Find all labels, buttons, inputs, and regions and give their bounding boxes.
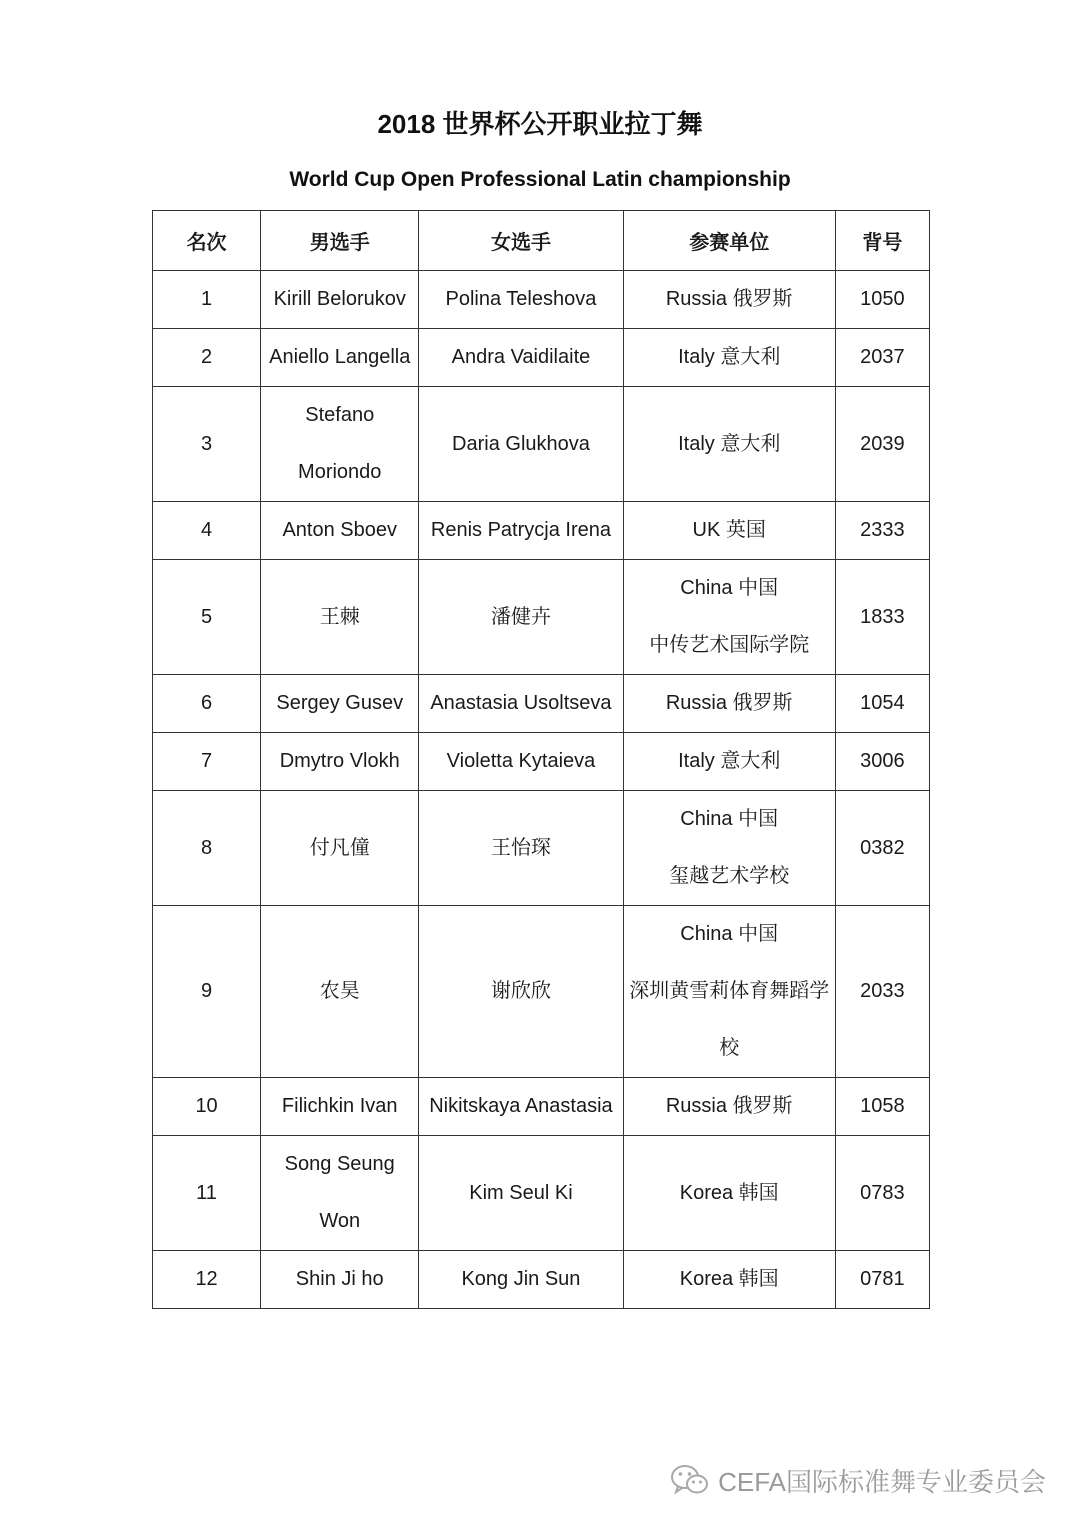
male-dancer-cell <box>261 1251 419 1309</box>
header-male: 男选手 <box>261 211 419 271</box>
female-dancer-cell <box>419 791 623 906</box>
female-dancer-cell <box>419 1251 623 1309</box>
male-dancer-cell <box>261 791 419 906</box>
number-cell: 0781 <box>835 1251 929 1309</box>
unit-line: 深圳黄雪莉体育舞蹈学 <box>629 980 830 1002</box>
table-row <box>153 906 930 1078</box>
page-title: 2018 世界杯公开职业拉丁舞 <box>377 109 703 139</box>
unit-cell <box>623 675 835 733</box>
footer-watermark <box>670 1460 1046 1500</box>
table-row <box>153 675 930 733</box>
female-dancer-line: Daria Glukhova <box>452 432 590 455</box>
female-dancer-line: Kim Seul Ki <box>469 1181 573 1204</box>
male-dancer-cell <box>261 1136 419 1251</box>
unit-line: Russia 俄罗斯 <box>665 692 793 714</box>
rank-cell: 10 <box>153 1078 261 1136</box>
unit-line: China 中国 <box>680 808 779 830</box>
unit-line: 玺越艺术学校 <box>669 865 790 887</box>
table-header-row <box>153 211 930 271</box>
rank-cell: 6 <box>153 675 261 733</box>
footer-text: CEFA国际标准舞专业委员会 <box>718 1466 1046 1497</box>
female-dancer-line: Andra Vaidilaite <box>451 346 591 368</box>
unit-line: China 中国 <box>680 577 779 599</box>
number-cell: 2033 <box>835 906 929 1078</box>
male-dancer-line: Sergey Gusev <box>276 692 404 714</box>
results-table <box>152 210 930 1309</box>
unit-line: Korea 韩国 <box>679 1181 779 1204</box>
unit-line: Italy 意大利 <box>678 346 781 368</box>
female-dancer-cell <box>419 387 623 502</box>
male-dancer-line: Shin Ji ho <box>295 1268 384 1290</box>
male-dancer-line: 付凡僮 <box>309 836 370 859</box>
female-dancer-line: Nikitskaya Anastasia <box>429 1095 613 1117</box>
unit-line: 中传艺术国际学院 <box>649 634 810 656</box>
male-dancer-line: Stefano <box>305 404 375 426</box>
table-row <box>153 1078 930 1136</box>
female-dancer-line: Polina Teleshova <box>445 288 597 310</box>
unit-cell <box>623 1078 835 1136</box>
female-dancer-line: 潘健卉 <box>490 605 551 628</box>
male-dancer-cell <box>261 906 419 1078</box>
unit-cell <box>623 1251 835 1309</box>
header-rank: 名次 <box>153 211 261 271</box>
table-row <box>153 733 930 791</box>
number-cell: 1833 <box>835 560 929 675</box>
female-dancer-line: Renis Patrycja Irena <box>430 519 611 541</box>
male-dancer-cell <box>261 733 419 791</box>
male-dancer-cell <box>261 675 419 733</box>
number-cell: 0382 <box>835 791 929 906</box>
table-body <box>153 271 930 1309</box>
rank-cell: 3 <box>153 387 261 502</box>
table-row <box>153 387 930 502</box>
male-dancer-line: 农昊 <box>319 980 360 1002</box>
header-number: 背号 <box>835 211 929 271</box>
male-dancer-line: Dmytro Vlokh <box>279 750 400 772</box>
female-dancer-line: 谢欣欣 <box>490 980 551 1002</box>
male-dancer-line: Kirill Belorukov <box>273 288 406 310</box>
unit-cell <box>623 1136 835 1251</box>
female-dancer-line: 王怡琛 <box>490 836 551 859</box>
unit-cell <box>623 733 835 791</box>
rank-cell: 7 <box>153 733 261 791</box>
female-dancer-cell <box>419 906 623 1078</box>
female-dancer-cell <box>419 1136 623 1251</box>
number-cell: 2333 <box>835 502 929 560</box>
unit-line: Russia 俄罗斯 <box>665 288 793 310</box>
female-dancer-cell <box>419 1078 623 1136</box>
female-dancer-cell <box>419 733 623 791</box>
female-dancer-cell <box>419 271 623 329</box>
unit-cell <box>623 791 835 906</box>
male-dancer-cell <box>261 560 419 675</box>
rank-cell: 1 <box>153 271 261 329</box>
table-row <box>153 1136 930 1251</box>
male-dancer-line: Won <box>319 1210 361 1232</box>
female-dancer-cell <box>419 502 623 560</box>
number-cell: 0783 <box>835 1136 929 1251</box>
table-row <box>153 791 930 906</box>
unit-line: 校 <box>719 1037 740 1059</box>
table-row <box>153 329 930 387</box>
rank-cell: 4 <box>153 502 261 560</box>
male-dancer-cell <box>261 329 419 387</box>
header-unit: 参赛单位 <box>623 211 835 271</box>
male-dancer-line: 王棘 <box>319 605 360 628</box>
male-dancer-line: Moriondo <box>298 461 382 483</box>
unit-line: China 中国 <box>680 923 779 945</box>
unit-line: Korea 韩国 <box>679 1268 779 1290</box>
table-row <box>153 502 930 560</box>
number-cell: 1054 <box>835 675 929 733</box>
unit-line: Italy 意大利 <box>678 432 781 455</box>
female-dancer-line: Anastasia Usoltseva <box>430 692 612 714</box>
header-female: 女选手 <box>419 211 623 271</box>
rank-cell: 8 <box>153 791 261 906</box>
number-cell: 2037 <box>835 329 929 387</box>
table-row <box>153 271 930 329</box>
male-dancer-cell <box>261 1078 419 1136</box>
male-dancer-cell <box>261 387 419 502</box>
female-dancer-cell <box>419 329 623 387</box>
rank-cell: 2 <box>153 329 261 387</box>
female-dancer-line: Kong Jin Sun <box>461 1268 581 1290</box>
table-row <box>153 1251 930 1309</box>
unit-line: UK 英国 <box>692 519 766 541</box>
number-cell: 3006 <box>835 733 929 791</box>
male-dancer-line: Anton Sboev <box>282 519 397 541</box>
unit-cell <box>623 329 835 387</box>
male-dancer-cell <box>261 502 419 560</box>
female-dancer-cell <box>419 675 623 733</box>
unit-cell <box>623 271 835 329</box>
male-dancer-line: Aniello Langella <box>269 346 411 368</box>
female-dancer-line: Violetta Kytaieva <box>446 750 596 772</box>
page-subtitle: World Cup Open Professional Latin championship <box>289 168 791 191</box>
number-cell: 1050 <box>835 271 929 329</box>
unit-cell <box>623 560 835 675</box>
number-cell: 1058 <box>835 1078 929 1136</box>
unit-cell <box>623 502 835 560</box>
rank-cell: 12 <box>153 1251 261 1309</box>
male-dancer-line: Song Seung <box>284 1153 395 1175</box>
rank-cell: 5 <box>153 560 261 675</box>
unit-line: Russia 俄罗斯 <box>665 1095 793 1117</box>
male-dancer-cell <box>261 271 419 329</box>
number-cell: 2039 <box>835 387 929 502</box>
rank-cell: 9 <box>153 906 261 1078</box>
female-dancer-cell <box>419 560 623 675</box>
male-dancer-line: Filichkin Ivan <box>281 1095 398 1117</box>
table-row <box>153 560 930 675</box>
wechat-icon <box>670 1463 710 1497</box>
unit-line: Italy 意大利 <box>678 750 781 772</box>
unit-cell <box>623 387 835 502</box>
rank-cell: 11 <box>153 1136 261 1251</box>
unit-cell <box>623 906 835 1078</box>
